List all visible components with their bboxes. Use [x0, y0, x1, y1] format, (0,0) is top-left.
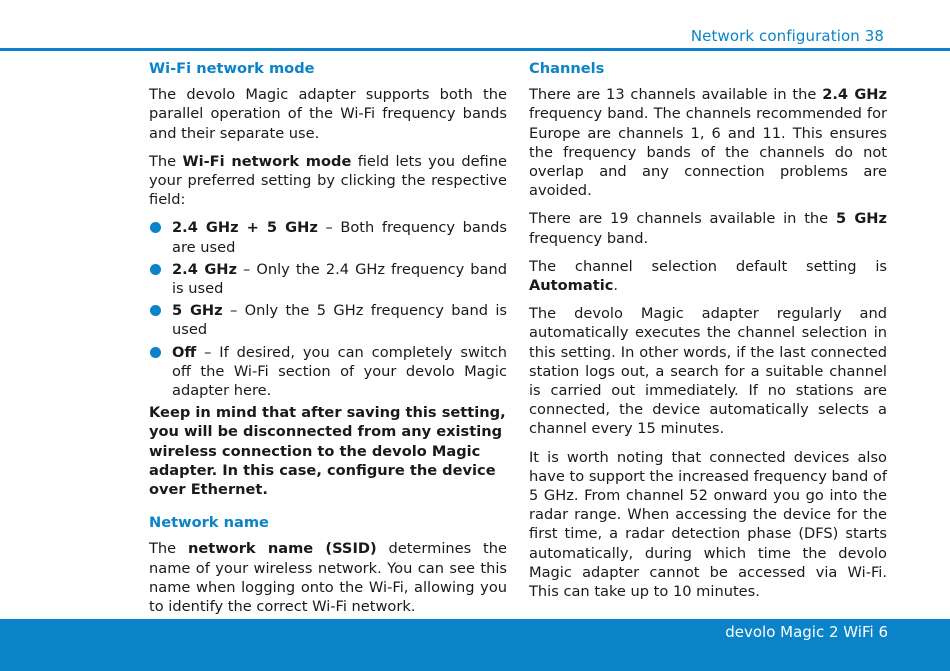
wifi-mode-intro: The devolo Magic adapter supports both the parallel operation of the Wi-Fi frequency bands and their separate use. [149, 86, 507, 142]
right-column [529, 59, 887, 610]
channels-paragraph-4: The devolo Magic adapter regularly and automatically executes the channel selection in this setting. In other words, if the last connected station logs out, a search for a suitable channel is carried out immediately. If no stations are connected, the device automatically selects a channel every 15 minutes. [529, 305, 887, 438]
page-header-title: Network configuration 38 [690, 27, 884, 45]
list-item: Off – If desired, you can completely switch off the Wi-Fi section of your devolo Magic adapter here. [149, 343, 507, 401]
wifi-mode-field-name: Wi-Fi network mode [182, 152, 352, 170]
bullet-icon [150, 264, 161, 275]
wifi-mode-field-text: The Wi-Fi network mode field lets you define your preferred setting by clicking the respective field: [149, 152, 507, 209]
list-item: 5 GHz – Only the 5 GHz frequency band is used [149, 301, 507, 339]
bullet-icon [150, 347, 161, 358]
channels-paragraph-1: There are 13 channels available in the 2.4 GHz frequency band. The channels recommended for Europe are channels 1, 6 and 11. This ensures the frequency bands of the channels do not overlap and any connection problems are avoided. [529, 86, 888, 200]
left-column [149, 59, 507, 625]
footer-bar [0, 619, 950, 671]
channels-paragraph-3: The channel selection default setting is Automatic. [529, 257, 887, 295]
wifi-mode-options-list [149, 218, 507, 400]
network-name-text: The network name (SSID) determines the name of your wireless network. You can see this name when logging onto the Wi-Fi, allowing you to identify the correct Wi-Fi network. [149, 540, 507, 616]
warning-note: Keep in mind that after saving this setting, you will be disconnected from any existing wireless connection to the devolo Magic adapter. In this case, configure the device over Ethernet. [149, 404, 506, 499]
channels-paragraph-5: It is worth noting that connected devices also have to support the increased frequency band of 5 GHz. From channel 52 onward you go into the radar range. When accessing the device for the first time, a radar detection phase (DFS) starts automatically, during which time the devolo Magic adapter cannot be accessed via Wi-Fi. This can take up to 10 minutes. [529, 448, 887, 601]
header-divider [0, 48, 950, 51]
list-item: 2.4 GHz + 5 GHz – Both frequency bands are used [149, 218, 507, 256]
network-name-term: network name (SSID) [187, 540, 377, 558]
channels-paragraph-2: There are 19 channels available in the 5 GHz frequency band. [529, 210, 888, 247]
bullet-icon [150, 222, 161, 233]
section-heading-network-name: Network name [149, 514, 269, 532]
section-heading-wifi-mode: Wi-Fi network mode [149, 60, 315, 77]
list-item: 2.4 GHz – Only the 2.4 GHz frequency band is used [149, 260, 507, 298]
footer-product-page: devolo Magic 2 WiFi 6 [725, 623, 888, 641]
bullet-icon [150, 305, 161, 316]
section-heading-channels: Channels [529, 60, 605, 77]
